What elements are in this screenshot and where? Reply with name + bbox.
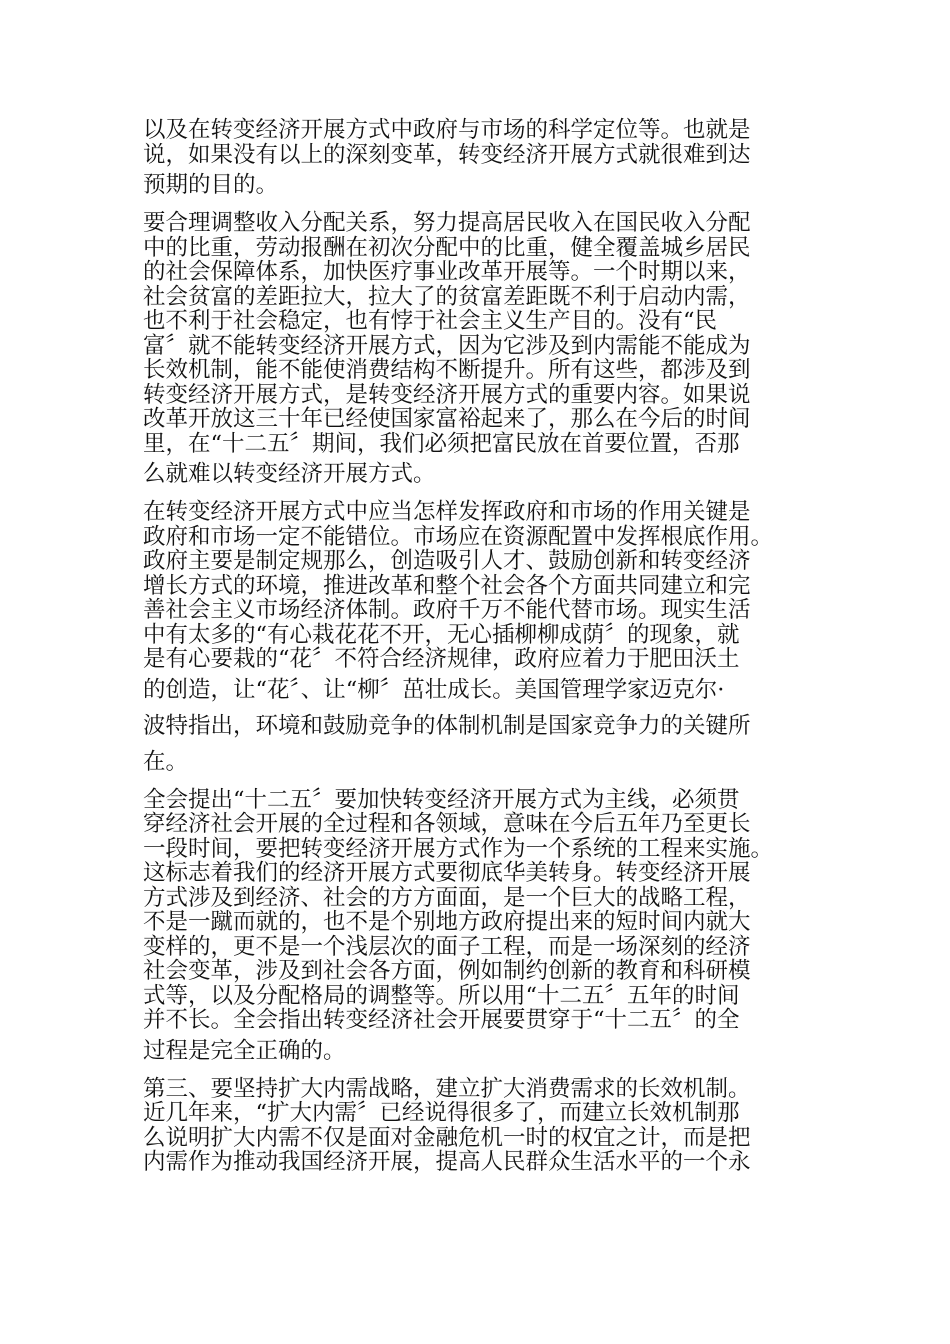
- text-line: 改革开放这三十年已经使国家富裕起来了，那么在今后的时间: [143, 406, 751, 432]
- paragraph-4: [143, 788, 808, 1069]
- paragraph-3: [143, 500, 808, 780]
- text-line: 中有太多的“有心栽花花不开，无心插柳柳成荫〞的现象，就: [143, 621, 740, 648]
- document-page: [143, 118, 808, 1175]
- text-line: 并不长。全会指出转变经济社会开展要贯穿于“十二五〞的全: [143, 1007, 740, 1033]
- text-line: 的创造，让“花〞、让“柳〞茁壮成长。美国管理学家迈克尔·: [143, 676, 725, 703]
- text-line: 方式涉及到经济、社会的方方面面，是一个巨大的战略工程，: [143, 884, 751, 911]
- text-line: 以及在转变经济开展方式中政府与市场的科学定位等。也就是: [143, 117, 751, 143]
- text-line: 转变经济开展方式，是转变经济开展方式的重要内容。如果说: [143, 381, 751, 408]
- text-line: 要合理调整收入分配关系，努力提高居民收入在国民收入分配: [143, 210, 751, 236]
- text-line: 这标志着我们的经济开展方式要彻底华美转身。转变经济开展: [143, 860, 751, 886]
- text-line: 不是一蹴而就的，也不是个别地方政府提出来的短时间内就大: [143, 909, 751, 935]
- text-line: 么就难以转变经济开展方式。: [143, 461, 436, 487]
- text-line: 一段时间，要把转变经济开展方式作为一个系统的工程来实施。: [143, 835, 774, 862]
- paragraph-5: [143, 1077, 808, 1175]
- text-line: 中的比重，劳动报酬在初次分配中的比重，健全覆盖城乡居民: [143, 234, 751, 261]
- text-line: 增长方式的环境，推进改革和整个社会各个方面共同建立和完: [143, 572, 751, 599]
- text-line: 富〞就不能转变经济开展方式，因为它涉及到内需能不能成为: [143, 332, 751, 359]
- text-line: 政府和市场一定不能错位。市场应在资源配置中发挥根底作用。: [143, 523, 774, 550]
- text-line: 善社会主义市场经济体制。政府千万不能代替市场。现实生活: [143, 597, 751, 623]
- text-line: 预期的目的。: [143, 172, 279, 198]
- text-line: 内需作为推动我国经济开展，提高人民群众生活水平的一个永: [143, 1149, 751, 1175]
- text-line: 近几年来，“扩大内需〞已经说得很多了，而建立长效机制那: [143, 1100, 740, 1126]
- paragraph-2: [143, 211, 808, 492]
- text-line: 说，如果没有以上的深刻变革，转变经济开展方式就很难到达: [143, 141, 751, 168]
- text-line: 在转变经济开展方式中应当怎样发挥政府和市场的作用关键是: [143, 499, 751, 525]
- text-line: 也不利于社会稳定，也有悖于社会主义生产目的。没有“民: [143, 308, 718, 334]
- text-line: 全会提出“十二五〞要加快转变经济开展方式为主线，必须贯: [143, 786, 740, 813]
- text-line: 是有心要栽的“花〞不符合经济规律，政府应着力于肥田沃土: [143, 646, 740, 672]
- text-line: 在。: [143, 748, 189, 775]
- text-line: 社会贫富的差距拉大，拉大了的贫富差距既不利于启动内需，: [143, 283, 751, 310]
- text-line: 式等，以及分配格局的调整等。所以用“十二五〞五年的时间: [143, 982, 740, 1009]
- text-line: 长效机制，能不能使消费结构不断提升。所有这些，都涉及到: [143, 357, 751, 383]
- text-line: 第三、要坚持扩大内需战略，建立扩大消费需求的长效机制。: [143, 1075, 751, 1102]
- text-line: 的社会保障体系，加快医疗事业改革开展等。一个时期以来，: [143, 259, 751, 285]
- text-line: 政府主要是制定规那么，创造吸引人才、鼓励创新和转变经济: [143, 548, 751, 574]
- paragraph-1: [143, 118, 808, 203]
- text-line: 里，在“十二五〞期间，我们必须把富民放在首要位置，否那: [143, 430, 740, 457]
- text-line: 穿经济社会开展的全过程和各领域，意味在今后五年乃至更长: [143, 811, 751, 837]
- text-line: 社会变革，涉及到社会各方面，例如制约创新的教育和科研模: [143, 958, 751, 984]
- text-line: 过程是完全正确的。: [143, 1037, 346, 1064]
- text-line: 波特指出，环境和鼓励竞争的体制机制是国家竞争力的关键所: [143, 712, 751, 739]
- text-line: 变样的，更不是一个浅层次的面子工程，而是一场深刻的经济: [143, 933, 751, 960]
- text-line: 么说明扩大内需不仅是面对金融危机一时的权宜之计，而是把: [143, 1124, 751, 1151]
